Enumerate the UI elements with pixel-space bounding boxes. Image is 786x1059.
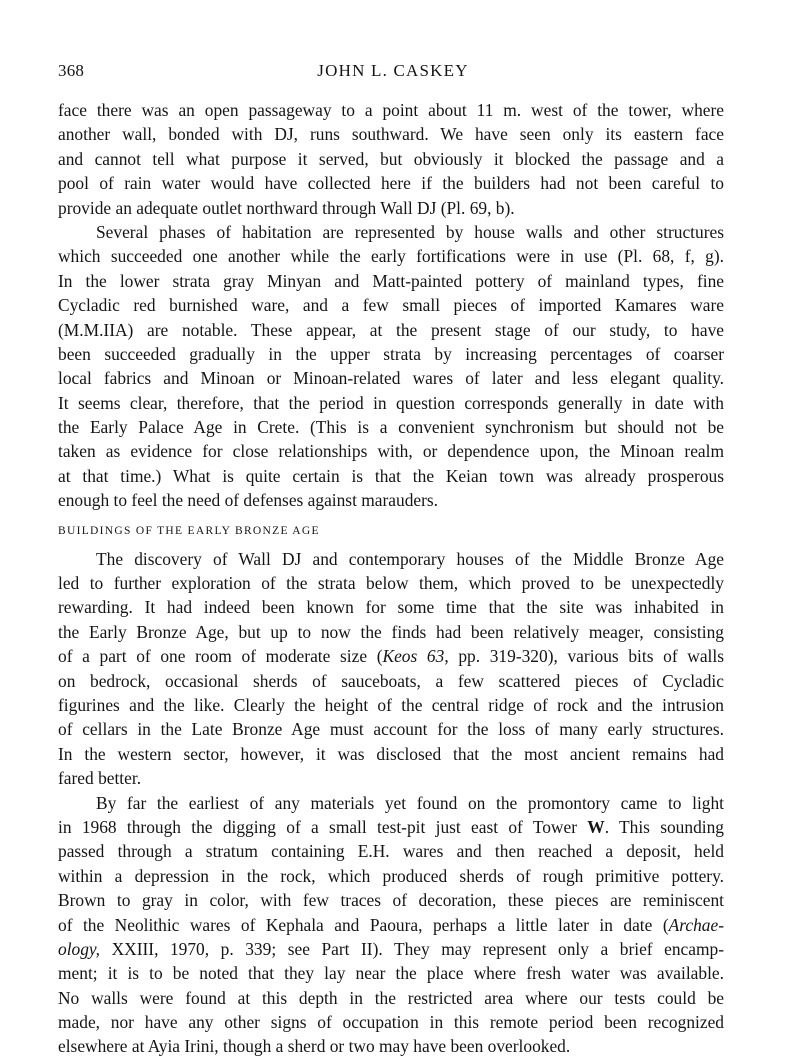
text-line: been succeeded gradually in the upper strata by increasing percentages of coarser [58, 343, 724, 364]
citation-italic: Keos 63 [382, 646, 445, 667]
page-header [58, 61, 728, 85]
text-line [58, 815, 724, 839]
text-line [58, 937, 724, 961]
text-line: at that time.) What is quite certain is that the Keian town was already prosperous [58, 465, 724, 486]
text-line: Brown to gray in color, with few traces of decoration, these pieces are reminiscent [58, 890, 724, 911]
text-run: in 1968 through the digging of a small test-pit just east of Tower [58, 816, 588, 837]
text-run: . This sounding [604, 816, 724, 837]
text-line: local fabrics and Minoan or Minoan-related wares of later and less elegant quality. [58, 368, 724, 389]
text-line: the Early Palace Age in Crete. (This is a convenient synchronism but should not be [58, 417, 724, 438]
text-line: led to further exploration of the strata below them, which proved to be unexpectedly [58, 573, 724, 594]
paragraph-2 [58, 220, 724, 513]
text-line: figurines and the like. Clearly the height of the central ridge of rock and the intrusion [58, 694, 724, 715]
text-line: By far the earliest of any materials yet found on the promontory came to light [96, 792, 724, 813]
text-line: No walls were found at this depth in the restricted area where our tests could be [58, 987, 724, 1008]
text-line: of cellars in the Late Bronze Age must account for the loss of many early structures. [58, 719, 724, 740]
text-line: and cannot tell what purpose it served, but obviously it blocked the passage and a [58, 148, 724, 169]
text-line: which succeeded one another while the early fortifications were in use (Pl. 68, f, g). [58, 246, 724, 267]
text-run: , pp. 319-320), various bits of walls [444, 646, 724, 667]
paragraph-1 [58, 98, 724, 220]
page-number: 368 [58, 61, 85, 80]
text-line: passed through a stratum containing E.H. wares and then reached a deposit, held [58, 841, 724, 862]
text-line: The discovery of Wall DJ and contemporary houses of the Middle Bronze Age [96, 548, 724, 569]
text-line: rewarding. It had indeed been known for some time that the site was inhabited in [58, 597, 724, 618]
text-line: on bedrock, occasional sherds of sauceboats, a few scattered pieces of Cycladic [58, 670, 724, 691]
text-line [58, 644, 724, 668]
text-line: It seems clear, therefore, that the period in question corresponds generally in date with [58, 392, 724, 413]
text-run: of a part of one room of moderate size ( [58, 646, 383, 667]
tower-label: W [587, 816, 605, 837]
text-line: In the western sector, however, it was disclosed that the most ancient remains had [58, 743, 724, 764]
text-run: of the Neolithic wares of Kephala and Paoura, perhaps a little later in date ( [58, 914, 669, 935]
text-line: (M.M.IIA) are notable. These appear, at the present stage of our study, to have [58, 319, 724, 340]
text-line: In the lower strata gray Minyan and Matt-painted pottery of mainland types, fine [58, 270, 724, 291]
text-run: XXIII, 1970, p. 339; see Part II). They may represent only a brief encamp- [100, 938, 724, 959]
citation-italic: Archae- [668, 914, 724, 935]
citation-italic: ology, [58, 938, 101, 959]
paragraph-4 [58, 791, 724, 1059]
text-line: made, nor have any other signs of occupation in this remote period been recognized [58, 1012, 724, 1033]
text-line: the Early Bronze Age, but up to now the finds had been relatively meager, consisting [58, 621, 724, 642]
text-line: Several phases of habitation are represented by house walls and other structures [96, 221, 724, 242]
text-line: ment; it is to be noted that they lay near the place where fresh water was available. [58, 963, 724, 984]
text-line: fared better. [58, 768, 142, 789]
text-line: within a depression in the rock, which produced sherds of rough primitive pottery. [58, 865, 724, 886]
text-line: elsewhere at Ayia Irini, though a sherd or two may have been overlooked. [58, 1036, 571, 1057]
text-line [58, 913, 724, 937]
running-head: JOHN L. CASKEY [317, 61, 469, 80]
text-line: face there was an open passageway to a point about 11 m. west of the tower, where [58, 100, 724, 120]
text-line: Cycladic red burnished ware, and a few small pieces of imported Kamares ware [58, 295, 724, 316]
text-line: enough to feel the need of defenses against marauders. [58, 490, 439, 511]
body-text [58, 98, 724, 1059]
text-line: another wall, bonded with DJ, runs southward. We have seen only its eastern face [58, 124, 724, 145]
section-heading: BUILDINGS OF THE EARLY BRONZE AGE [58, 524, 320, 537]
text-line: provide an adequate outlet northward through Wall DJ (Pl. 69, b). [58, 197, 515, 218]
text-line: pool of rain water would have collected here if the builders had not been careful to [58, 173, 724, 194]
paragraph-3 [58, 547, 724, 791]
text-line: taken as evidence for close relationships with, or dependence upon, the Minoan realm [58, 441, 724, 462]
